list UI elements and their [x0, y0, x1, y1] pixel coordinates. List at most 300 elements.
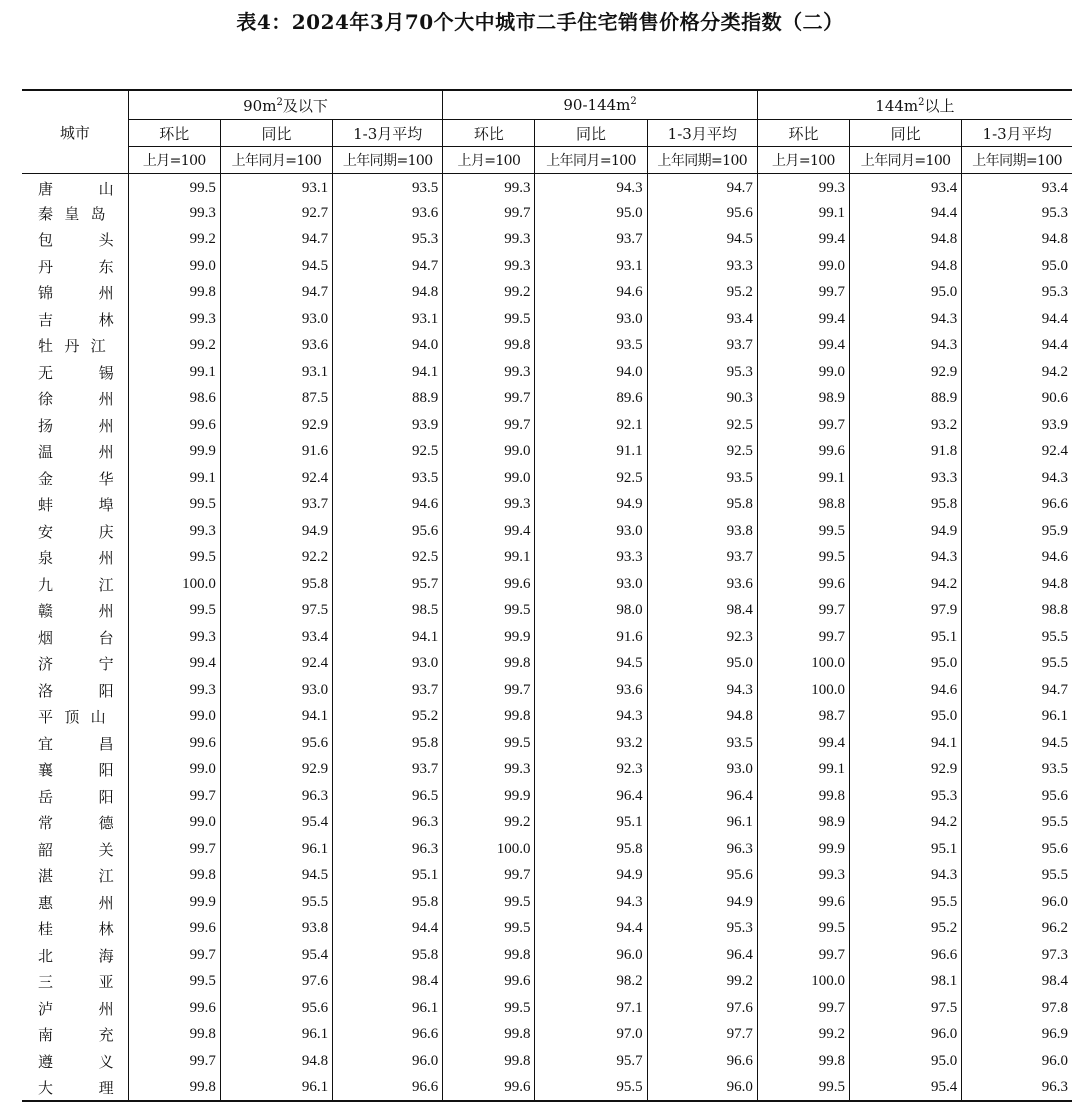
index-value: 99.3: [443, 227, 535, 254]
index-value: 99.5: [443, 730, 535, 757]
index-value: 98.4: [647, 598, 757, 625]
table-row: [22, 359, 1072, 386]
index-value: 96.6: [962, 492, 1072, 519]
basis-header-avg: 上年同期=100: [333, 147, 443, 174]
city-name: 烟台: [38, 628, 114, 647]
city-name: 湛江: [38, 867, 114, 886]
index-value: 99.5: [443, 598, 535, 625]
index-value: 99.3: [443, 757, 535, 784]
index-value: 92.5: [333, 545, 443, 572]
city-column-header: 城市: [22, 90, 128, 174]
index-value: 98.8: [962, 598, 1072, 625]
index-value: 94.1: [333, 624, 443, 651]
index-value: 99.7: [443, 386, 535, 413]
index-value: 93.8: [220, 916, 332, 943]
index-value: 95.3: [962, 200, 1072, 227]
index-value: 95.0: [850, 704, 962, 731]
index-value: 99.0: [443, 465, 535, 492]
index-value: 93.7: [220, 492, 332, 519]
index-value: 93.6: [535, 677, 647, 704]
city-name: 秦皇岛: [38, 204, 106, 223]
index-value: 99.6: [443, 969, 535, 996]
index-value: 99.3: [128, 624, 220, 651]
city-name: 韶关: [38, 840, 114, 859]
index-value: 96.1: [220, 836, 332, 863]
index-value: 94.0: [535, 359, 647, 386]
index-value: 92.3: [535, 757, 647, 784]
index-value: 95.8: [535, 836, 647, 863]
index-value: 92.5: [333, 439, 443, 466]
index-value: 87.5: [220, 386, 332, 413]
index-value: 99.5: [128, 969, 220, 996]
index-value: 92.9: [850, 757, 962, 784]
city-name: 三亚: [38, 973, 114, 992]
table-row: [22, 863, 1072, 890]
index-value: 94.4: [962, 306, 1072, 333]
index-value: 99.5: [443, 889, 535, 916]
index-value: 97.7: [647, 1022, 757, 1049]
index-value: 99.7: [443, 200, 535, 227]
index-value: 95.1: [535, 810, 647, 837]
index-value: 98.2: [535, 969, 647, 996]
index-value: 94.3: [535, 174, 647, 201]
table-row: [22, 969, 1072, 996]
index-value: 94.7: [962, 677, 1072, 704]
index-value: 95.2: [850, 916, 962, 943]
city-name: 安庆: [38, 522, 114, 541]
index-value: 93.8: [647, 518, 757, 545]
index-value: 99.6: [757, 439, 849, 466]
city-name: 牡丹江: [38, 337, 106, 356]
city-name: 徐州: [38, 390, 114, 409]
index-value: 93.0: [647, 757, 757, 784]
index-value: 94.2: [850, 571, 962, 598]
index-value: 96.3: [647, 836, 757, 863]
index-value: 99.0: [757, 359, 849, 386]
index-value: 92.4: [220, 465, 332, 492]
index-value: 94.9: [850, 518, 962, 545]
index-value: 94.6: [535, 280, 647, 307]
index-value: 99.3: [443, 253, 535, 280]
index-value: 94.8: [220, 1048, 332, 1075]
index-value: 94.8: [850, 227, 962, 254]
city-name: 平顶山: [38, 708, 106, 727]
index-value: 99.0: [443, 439, 535, 466]
index-value: 91.6: [220, 439, 332, 466]
index-value: 96.0: [535, 942, 647, 969]
city-name: 金华: [38, 469, 114, 488]
index-value: 93.7: [647, 545, 757, 572]
index-value: 93.2: [850, 412, 962, 439]
index-value: 97.0: [535, 1022, 647, 1049]
index-value: 94.8: [962, 227, 1072, 254]
index-value: 94.1: [220, 704, 332, 731]
index-value: 99.8: [128, 1022, 220, 1049]
basis-header-mom: 上月=100: [443, 147, 535, 174]
table-row: [22, 571, 1072, 598]
index-value: 91.1: [535, 439, 647, 466]
index-value: 93.0: [535, 571, 647, 598]
sub-header-mom: 环比: [128, 120, 220, 147]
index-value: 97.9: [850, 598, 962, 625]
group-header-large: [757, 90, 1072, 120]
index-value: 95.8: [333, 730, 443, 757]
index-value: 99.9: [128, 889, 220, 916]
city-name: 襄阳: [38, 761, 114, 780]
index-value: 95.8: [333, 889, 443, 916]
index-value: 99.2: [757, 1022, 849, 1049]
index-value: 97.1: [535, 995, 647, 1022]
index-value: 99.6: [443, 571, 535, 598]
table-row: [22, 465, 1072, 492]
table-body: [22, 174, 1072, 1102]
index-value: 96.3: [220, 783, 332, 810]
index-value: 99.6: [128, 916, 220, 943]
city-name: 惠州: [38, 893, 114, 912]
index-value: 95.0: [850, 280, 962, 307]
index-value: 100.0: [757, 969, 849, 996]
index-value: 95.4: [220, 810, 332, 837]
table-row: [22, 200, 1072, 227]
index-value: 99.3: [443, 174, 535, 201]
city-name: 丹东: [38, 257, 114, 276]
group-sup: 2: [630, 96, 637, 107]
index-value: 95.1: [333, 863, 443, 890]
table-row: [22, 253, 1072, 280]
table-row: [22, 1022, 1072, 1049]
index-value: 99.1: [757, 200, 849, 227]
group-base: 144m: [875, 96, 919, 115]
city-name: 遵义: [38, 1052, 114, 1071]
index-value: 93.5: [647, 465, 757, 492]
index-value: 96.1: [962, 704, 1072, 731]
index-value: 99.5: [757, 518, 849, 545]
index-value: 99.5: [443, 995, 535, 1022]
index-value: 93.6: [333, 200, 443, 227]
index-value: 94.8: [962, 571, 1072, 598]
index-value: 96.5: [333, 783, 443, 810]
index-value: 96.1: [333, 995, 443, 1022]
group-sup: 2: [276, 96, 283, 108]
index-value: 100.0: [128, 571, 220, 598]
index-value: 92.3: [647, 624, 757, 651]
city-name: 北海: [38, 946, 114, 965]
city-name: 包头: [38, 231, 114, 250]
index-value: 93.0: [333, 651, 443, 678]
index-value: 93.9: [962, 412, 1072, 439]
index-value: 99.4: [128, 651, 220, 678]
index-value: 92.5: [535, 465, 647, 492]
index-value: 99.5: [128, 174, 220, 201]
index-value: 99.3: [128, 518, 220, 545]
index-value: 98.8: [757, 492, 849, 519]
index-value: 94.8: [647, 704, 757, 731]
index-value: 96.0: [647, 1075, 757, 1102]
index-value: 99.9: [443, 624, 535, 651]
sub-header-mom: 环比: [757, 120, 849, 147]
table-row: [22, 1048, 1072, 1075]
index-value: 99.3: [443, 359, 535, 386]
city-name: 蚌埠: [38, 496, 114, 515]
index-value: 99.7: [443, 677, 535, 704]
table-row: [22, 545, 1072, 572]
basis-header-yoy: 上年同月=100: [220, 147, 332, 174]
index-value: 99.7: [128, 942, 220, 969]
index-value: 95.1: [850, 836, 962, 863]
page-title: 表4：2024年3月70个大中城市二手住宅销售价格分类指数（二）: [236, 10, 844, 34]
city-name: 大理: [38, 1078, 114, 1097]
index-value: 95.3: [647, 916, 757, 943]
index-value: 95.4: [220, 942, 332, 969]
table-row: [22, 757, 1072, 784]
index-value: 99.7: [128, 836, 220, 863]
index-value: 99.0: [128, 704, 220, 731]
index-value: 99.3: [757, 174, 849, 201]
table-row: [22, 227, 1072, 254]
index-value: 99.1: [757, 465, 849, 492]
index-value: 99.1: [757, 757, 849, 784]
index-value: 92.4: [220, 651, 332, 678]
index-value: 95.5: [962, 624, 1072, 651]
index-value: 93.5: [962, 757, 1072, 784]
index-value: 98.1: [850, 969, 962, 996]
index-value: 95.0: [850, 651, 962, 678]
table-row: [22, 624, 1072, 651]
index-value: 94.0: [333, 333, 443, 360]
index-value: 99.7: [128, 1048, 220, 1075]
index-value: 93.4: [220, 624, 332, 651]
index-value: 93.1: [535, 253, 647, 280]
index-value: 95.5: [220, 889, 332, 916]
table-row: [22, 995, 1072, 1022]
index-value: 92.5: [647, 439, 757, 466]
table-row: [22, 518, 1072, 545]
table-row: [22, 916, 1072, 943]
index-value: 92.4: [962, 439, 1072, 466]
index-value: 93.0: [220, 677, 332, 704]
city-name: 锦州: [38, 284, 114, 303]
sub-header-avg: 1-3月平均: [647, 120, 757, 147]
index-value: 94.7: [333, 253, 443, 280]
sub-header-yoy: 同比: [850, 120, 962, 147]
table-row: [22, 677, 1072, 704]
index-value: 94.4: [962, 333, 1072, 360]
city-name: 岳阳: [38, 787, 114, 806]
index-value: 99.3: [128, 306, 220, 333]
index-value: 94.9: [535, 492, 647, 519]
index-value: 94.3: [962, 465, 1072, 492]
city-name: 桂林: [38, 920, 114, 939]
index-value: 99.7: [757, 624, 849, 651]
city-name: 常德: [38, 814, 114, 833]
table-row: [22, 386, 1072, 413]
table-row: [22, 836, 1072, 863]
index-value: 93.7: [647, 333, 757, 360]
index-value: 95.7: [535, 1048, 647, 1075]
index-value: 94.9: [220, 518, 332, 545]
index-value: 97.8: [962, 995, 1072, 1022]
index-value: 94.3: [850, 545, 962, 572]
index-value: 99.6: [757, 571, 849, 598]
index-value: 94.8: [850, 253, 962, 280]
index-value: 99.6: [443, 1075, 535, 1102]
index-value: 95.3: [333, 227, 443, 254]
index-value: 99.9: [443, 783, 535, 810]
index-value: 89.6: [535, 386, 647, 413]
index-value: 92.2: [220, 545, 332, 572]
index-value: 94.9: [535, 863, 647, 890]
index-value: 93.5: [647, 730, 757, 757]
index-value: 99.8: [757, 1048, 849, 1075]
index-value: 94.5: [220, 863, 332, 890]
index-value: 93.4: [850, 174, 962, 201]
index-value: 97.3: [962, 942, 1072, 969]
city-name: 洛阳: [38, 681, 114, 700]
index-value: 93.4: [647, 306, 757, 333]
sub-header-mom: 环比: [443, 120, 535, 147]
index-value: 97.6: [647, 995, 757, 1022]
index-value: 99.5: [757, 916, 849, 943]
index-value: 96.3: [333, 810, 443, 837]
index-value: 99.4: [757, 730, 849, 757]
city-name: 济宁: [38, 655, 114, 674]
index-value: 99.8: [443, 1048, 535, 1075]
index-value: 94.5: [647, 227, 757, 254]
index-value: 96.4: [647, 783, 757, 810]
table-header: [22, 90, 1072, 174]
basis-header-avg: 上年同期=100: [647, 147, 757, 174]
city-name: 宜昌: [38, 734, 114, 753]
city-name: 无锡: [38, 363, 114, 382]
table-row: [22, 598, 1072, 625]
basis-header-mom: 上月=100: [757, 147, 849, 174]
index-value: 96.6: [647, 1048, 757, 1075]
index-value: 95.8: [220, 571, 332, 598]
index-value: 96.6: [850, 942, 962, 969]
index-value: 99.9: [128, 439, 220, 466]
index-value: 94.4: [850, 200, 962, 227]
index-value: 92.5: [647, 412, 757, 439]
index-value: 98.5: [333, 598, 443, 625]
index-value: 95.8: [647, 492, 757, 519]
index-value: 96.1: [647, 810, 757, 837]
index-value: 96.1: [220, 1075, 332, 1102]
table-row: [22, 439, 1072, 466]
group-suffix: 及以下: [282, 96, 328, 115]
index-value: 92.9: [850, 359, 962, 386]
index-value: 96.0: [962, 889, 1072, 916]
table-row: [22, 492, 1072, 519]
index-value: 95.5: [962, 651, 1072, 678]
group-suffix: 以上: [924, 96, 955, 115]
sub-header-avg: 1-3月平均: [962, 120, 1072, 147]
index-value: 95.5: [535, 1075, 647, 1102]
index-value: 93.7: [333, 757, 443, 784]
index-value: 93.3: [850, 465, 962, 492]
index-value: 92.7: [220, 200, 332, 227]
index-value: 99.5: [443, 916, 535, 943]
index-value: 95.7: [333, 571, 443, 598]
index-value: 99.7: [757, 412, 849, 439]
index-value: 94.1: [333, 359, 443, 386]
index-value: 97.6: [220, 969, 332, 996]
index-value: 97.5: [220, 598, 332, 625]
index-value: 96.0: [850, 1022, 962, 1049]
index-value: 95.3: [647, 359, 757, 386]
index-value: 96.1: [220, 1022, 332, 1049]
index-value: 99.7: [757, 995, 849, 1022]
index-value: 94.3: [535, 704, 647, 731]
index-value: 91.8: [850, 439, 962, 466]
index-value: 94.9: [647, 889, 757, 916]
table-row: [22, 704, 1072, 731]
index-value: 99.8: [757, 783, 849, 810]
index-value: 99.7: [443, 863, 535, 890]
index-value: 94.5: [962, 730, 1072, 757]
index-value: 90.3: [647, 386, 757, 413]
index-value: 96.3: [962, 1075, 1072, 1102]
group-base: 90m: [243, 96, 277, 115]
sub-header-avg: 1-3月平均: [333, 120, 443, 147]
index-value: 98.7: [757, 704, 849, 731]
sub-header-yoy: 同比: [535, 120, 647, 147]
index-value: 94.7: [647, 174, 757, 201]
city-name: 九江: [38, 575, 114, 594]
index-value: 99.2: [128, 227, 220, 254]
index-value: 92.1: [535, 412, 647, 439]
index-value: 93.2: [535, 730, 647, 757]
index-value: 95.3: [962, 280, 1072, 307]
city-name: 吉林: [38, 310, 114, 329]
index-value: 93.0: [220, 306, 332, 333]
index-value: 95.5: [962, 863, 1072, 890]
index-value: 93.3: [647, 253, 757, 280]
index-value: 94.3: [850, 306, 962, 333]
index-value: 99.3: [757, 863, 849, 890]
index-value: 99.7: [443, 412, 535, 439]
index-value: 98.0: [535, 598, 647, 625]
basis-header-yoy: 上年同月=100: [535, 147, 647, 174]
index-value: 94.8: [333, 280, 443, 307]
index-value: 99.4: [757, 306, 849, 333]
index-value: 95.0: [535, 200, 647, 227]
table-row: [22, 280, 1072, 307]
index-value: 99.8: [128, 280, 220, 307]
index-value: 99.2: [443, 280, 535, 307]
index-value: 93.5: [535, 333, 647, 360]
table-row: [22, 730, 1072, 757]
index-value: 95.6: [962, 836, 1072, 863]
index-value: 95.9: [962, 518, 1072, 545]
index-value: 93.4: [962, 174, 1072, 201]
index-value: 96.4: [647, 942, 757, 969]
index-value: 99.7: [757, 942, 849, 969]
group-header-small: [128, 90, 443, 120]
index-value: 98.9: [757, 386, 849, 413]
index-value: 95.6: [333, 518, 443, 545]
sub-header-yoy: 同比: [220, 120, 332, 147]
index-value: 94.6: [850, 677, 962, 704]
index-value: 96.9: [962, 1022, 1072, 1049]
index-value: 93.1: [220, 359, 332, 386]
index-value: 93.0: [535, 306, 647, 333]
index-value: 95.0: [962, 253, 1072, 280]
index-value: 99.8: [443, 333, 535, 360]
index-value: 100.0: [443, 836, 535, 863]
index-value: 96.6: [333, 1022, 443, 1049]
table-row: [22, 810, 1072, 837]
index-value: 93.5: [333, 174, 443, 201]
